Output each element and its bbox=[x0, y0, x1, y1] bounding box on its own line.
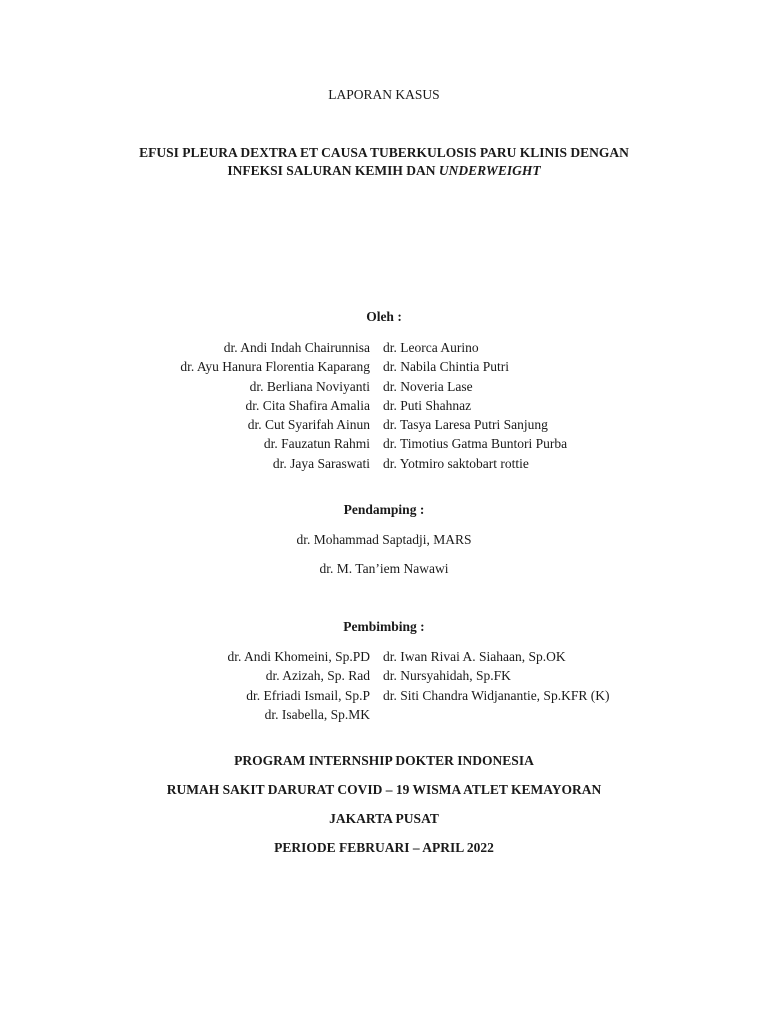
companion-name: dr. M. Tan’iem Nawawi bbox=[319, 561, 449, 576]
author-name: dr. Yotmiro saktobart rottie bbox=[383, 455, 529, 471]
supervisor-name: dr. Nursyahidah, Sp.FK bbox=[383, 668, 511, 684]
author-name: dr. Noveria Lase bbox=[383, 378, 473, 394]
supervisor-name: dr. Andi Khomeini, Sp.PD bbox=[227, 649, 370, 664]
title-line-1: EFUSI PLEURA DEXTRA ET CAUSA TUBERKULOSIS PARU KLINIS DENGAN bbox=[139, 145, 629, 160]
author-name: dr. Cita Shafira Amalia bbox=[245, 397, 370, 413]
author-name: dr. Leorca Aurino bbox=[383, 340, 479, 355]
author-name: dr. Berliana Noviyanti bbox=[249, 378, 370, 394]
author-name: dr. Fauzatun Rahmi bbox=[263, 436, 370, 452]
hospital-name: RUMAH SAKIT DARURAT COVID – 19 WISMA ATLET KEMAYORAN bbox=[166, 782, 602, 797]
period: PERIODE FEBRUARI – APRIL 2022 bbox=[274, 840, 494, 855]
author-name: dr. Jaya Saraswati bbox=[272, 455, 370, 471]
supervisor-name: dr. Efriadi Ismail, Sp.P bbox=[246, 687, 370, 703]
author-name: dr. Nabila Chintia Putri bbox=[383, 359, 509, 375]
author-name: dr. Ayu Hanura Florentia Kaparang bbox=[180, 359, 370, 375]
authors-right-column bbox=[383, 338, 567, 473]
title-line-2-normal: INFEKSI SALURAN KEMIH DAN bbox=[227, 163, 439, 178]
companion-name: dr. Mohammad Saptadji, MARS bbox=[296, 532, 472, 547]
authors-heading: Oleh : bbox=[366, 309, 402, 324]
author-name: dr. Puti Shahnaz bbox=[383, 397, 472, 413]
author-name: dr. Cut Syarifah Ainun bbox=[247, 417, 370, 433]
author-name: dr. Tasya Laresa Putri Sanjung bbox=[383, 417, 548, 433]
city-name: JAKARTA PUSAT bbox=[329, 811, 439, 826]
supervisor-name: dr. Azizah, Sp. Rad bbox=[265, 668, 370, 684]
supervisors-right-column bbox=[383, 647, 609, 705]
author-name: dr. Timotius Gatma Buntori Purba bbox=[383, 436, 568, 452]
program-name: PROGRAM INTERNSHIP DOKTER INDONESIA bbox=[234, 753, 534, 768]
title-line-2 bbox=[0, 163, 768, 179]
supervisors-heading: Pembimbing : bbox=[343, 619, 425, 634]
authors-left-column bbox=[180, 338, 370, 473]
report-type: LAPORAN KASUS bbox=[328, 87, 440, 102]
title-line-2-italic: UNDERWEIGHT bbox=[438, 163, 541, 178]
supervisor-name: dr. Siti Chandra Widjanantie, Sp.KFR (K) bbox=[383, 687, 610, 703]
companions-heading: Pendamping : bbox=[343, 502, 425, 517]
supervisor-name: dr. Isabella, Sp.MK bbox=[264, 706, 370, 722]
supervisors-left-column bbox=[227, 647, 370, 724]
supervisor-name: dr. Iwan Rivai A. Siahaan, Sp.OK bbox=[383, 649, 566, 664]
author-name: dr. Andi Indah Chairunnisa bbox=[223, 340, 370, 355]
